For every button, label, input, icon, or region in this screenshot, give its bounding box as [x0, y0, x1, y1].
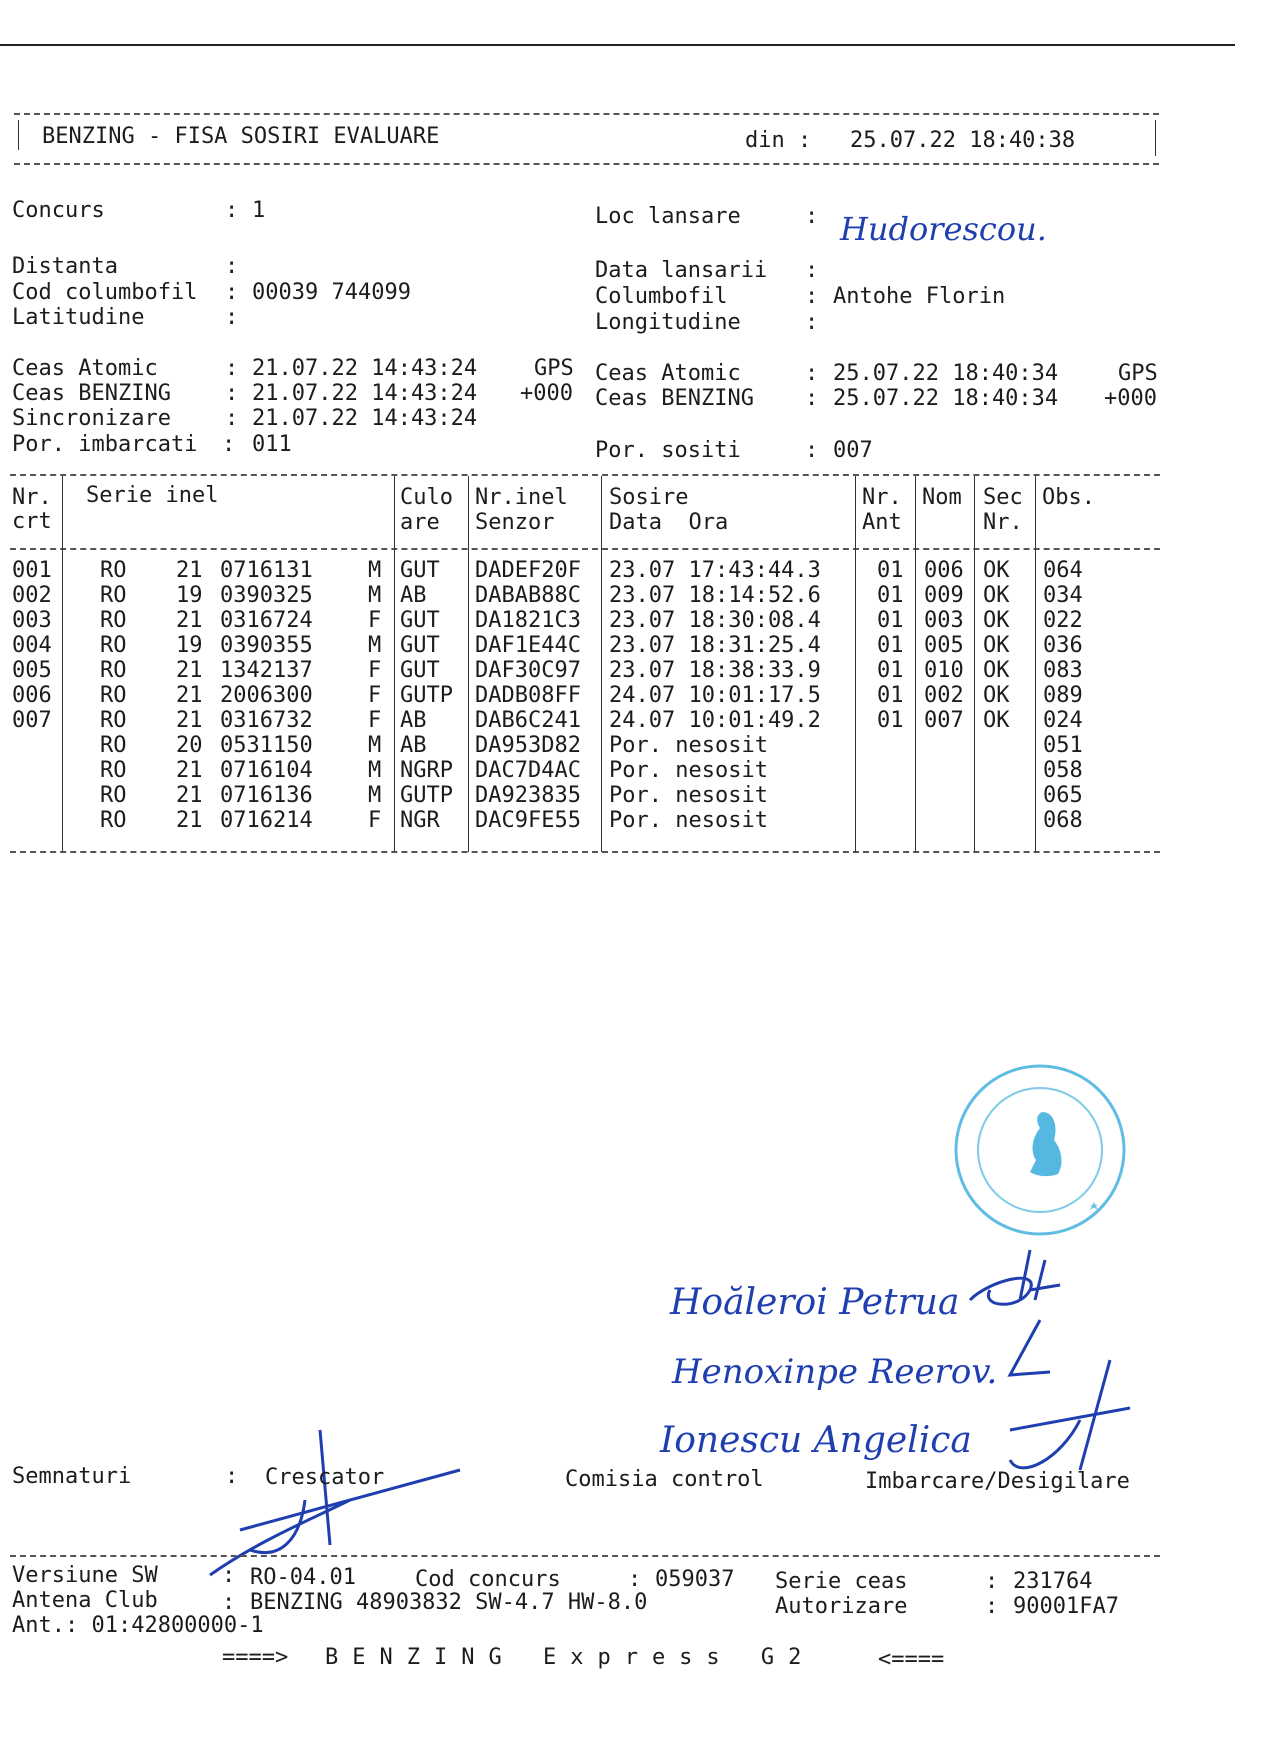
footer-top-border [10, 1555, 1160, 1557]
report-title: BENZING - FISA SOSIRI EVALUARE [42, 124, 440, 149]
table-cell-sex: M [368, 583, 382, 608]
table-cell-obs: 036 [1043, 633, 1083, 658]
imbarcati-value: 011 [252, 432, 292, 457]
imbarcare-label: Imbarcare/Desigilare [865, 1469, 1130, 1494]
ceas-benzing-end-suffix: +000 [1104, 386, 1157, 411]
table-cell-sec: OK [983, 558, 1010, 583]
table-cell-year: 21 [176, 783, 203, 808]
antena-value: BENZING 48903832 SW-4.7 HW-8.0 [250, 1590, 648, 1615]
concurs-value: 1 [252, 198, 266, 223]
table-cell-nom: 009 [924, 583, 964, 608]
sositi-label: Por. sositi [595, 438, 741, 463]
ceas-benzing-start-value: 21.07.22 14:43:24 [252, 381, 478, 406]
versiune-value: RO-04.01 [250, 1565, 356, 1590]
distanta-colon: : [225, 254, 239, 279]
table-cell-color: AB [400, 733, 427, 758]
table-cell-year: 21 [176, 683, 203, 708]
table-cell-sex: M [368, 558, 382, 583]
longitudine-label: Longitudine [595, 310, 741, 335]
concurs-colon: : [225, 198, 239, 223]
cod-columbofil-label: Cod columbofil [12, 280, 198, 305]
versiune-colon: : [222, 1563, 236, 1588]
table-cell-sensor: DAC7D4AC [475, 758, 581, 783]
table-cell-arrival: Por. nesosit [609, 808, 768, 833]
table-cell-obs: 089 [1043, 683, 1083, 708]
cod-concurs-colon: : [628, 1567, 642, 1592]
table-cell-sec: OK [983, 683, 1010, 708]
imbarcati-label: Por. imbarcati [12, 432, 198, 457]
table-cell-color: GUT [400, 558, 440, 583]
table-cell-nom: 006 [924, 558, 964, 583]
signature-2: Henoxinpe Reerov. [672, 1352, 998, 1392]
signature-1: Hoăleroi Petrua [670, 1282, 960, 1323]
distanta-label: Distanta [12, 254, 118, 279]
ceas-benzing-end-colon: : [805, 386, 819, 411]
table-cell-sec: OK [983, 608, 1010, 633]
columbofil-value: Antohe Florin [833, 284, 1006, 309]
table-cell-sensor: DA1821C3 [475, 608, 581, 633]
loc-lansare-label: Loc lansare [595, 204, 741, 229]
sositi-value: 007 [833, 438, 873, 463]
antena-colon: : [222, 1590, 236, 1615]
table-cell-ring: 1342137 [220, 658, 313, 683]
table-cell-sex: F [368, 608, 382, 633]
table-cell-country: RO [100, 683, 127, 708]
table-cell-obs: 024 [1043, 708, 1083, 733]
ceas-atomic-end-suffix: GPS [1118, 361, 1158, 386]
table-cell-sensor: DAF30C97 [475, 658, 581, 683]
signature-3: Ionescu Angelica [660, 1420, 972, 1461]
table-cell-sensor: DADEF20F [475, 558, 581, 583]
ceas-benzing-start-label: Ceas BENZING [12, 381, 171, 406]
sincronizare-colon: : [225, 406, 239, 431]
table-cell-ring: 0716104 [220, 758, 313, 783]
table-cell-ring: 0316724 [220, 608, 313, 633]
ceas-atomic-start-colon: : [225, 356, 239, 381]
th-sosire-1: Sosire [609, 485, 689, 510]
table-cell-antenna: 01 [877, 683, 904, 708]
table-cell-antenna: 01 [877, 583, 904, 608]
cod-columbofil-value: 00039 744099 [252, 280, 411, 305]
th-sec-2: Nr. [983, 510, 1023, 535]
cod-columbofil-colon: : [225, 280, 239, 305]
table-cell-color: NGR [400, 808, 440, 833]
ceas-atomic-end-value: 25.07.22 18:40:34 [833, 361, 1059, 386]
latitudine-label: Latitudine [12, 305, 145, 330]
table-cell-year: 21 [176, 708, 203, 733]
sincronizare-label: Sincronizare [12, 406, 171, 431]
table-cell-sex: F [368, 708, 382, 733]
table-cell-obs: 064 [1043, 558, 1083, 583]
table-cell-year: 21 [176, 758, 203, 783]
columbofil-colon: : [805, 284, 819, 309]
table-cell-year: 21 [176, 658, 203, 683]
table-cell-nom: 002 [924, 683, 964, 708]
th-ant-1: Nr. [862, 485, 902, 510]
table-cell-arrival: Por. nesosit [609, 783, 768, 808]
table-cell-nom: 005 [924, 633, 964, 658]
crescator-label: Crescator [265, 1465, 385, 1490]
serie-ceas-colon: : [985, 1569, 999, 1594]
report-date-label: din : [745, 128, 812, 153]
table-cell-obs: 058 [1043, 758, 1083, 783]
table-cell-sensor: DAB6C241 [475, 708, 581, 733]
table-cell-country: RO [100, 783, 127, 808]
table-cell-nr: 005 [12, 658, 52, 683]
table-cell-ring: 0716136 [220, 783, 313, 808]
comisia-label: Comisia control [565, 1467, 764, 1492]
th-senzor-2: Senzor [475, 510, 555, 535]
semnaturi-label: Semnaturi [12, 1464, 132, 1489]
autorizare-value: 90001FA7 [1013, 1594, 1119, 1619]
ceas-benzing-start-colon: : [225, 381, 239, 406]
table-cell-color: AB [400, 708, 427, 733]
table-cell-antenna: 01 [877, 558, 904, 583]
th-ant-2: Ant [862, 510, 902, 535]
table-cell-sec: OK [983, 708, 1010, 733]
table-cell-sex: F [368, 658, 382, 683]
ceas-benzing-end-label: Ceas BENZING [595, 386, 754, 411]
table-cell-sex: F [368, 683, 382, 708]
ceas-atomic-start-label: Ceas Atomic [12, 356, 158, 381]
banner-right-arrow: <==== [878, 1647, 945, 1672]
table-cell-color: GUTP [400, 683, 453, 708]
table-cell-year: 21 [176, 608, 203, 633]
table-cell-ring: 0316732 [220, 708, 313, 733]
ceas-atomic-start-suffix: GPS [534, 356, 574, 381]
ceas-atomic-end-colon: : [805, 361, 819, 386]
serie-ceas-label: Serie ceas [775, 1569, 908, 1594]
th-sec-1: Sec [983, 485, 1023, 510]
ant-line: Ant.: 01:42800000-1 [12, 1613, 264, 1638]
table-cell-country: RO [100, 633, 127, 658]
table-cell-arrival: 24.07 10:01:17.5 [609, 683, 821, 708]
imbarcati-colon: : [222, 432, 236, 457]
table-cell-color: GUT [400, 608, 440, 633]
table-cell-ring: 2006300 [220, 683, 313, 708]
th-nr-2: crt [12, 509, 52, 534]
table-cell-year: 20 [176, 733, 203, 758]
table-cell-nom: 010 [924, 658, 964, 683]
table-cell-ring: 0531150 [220, 733, 313, 758]
serie-ceas-value: 231764 [1013, 1569, 1093, 1594]
autorizare-colon: : [985, 1594, 999, 1619]
table-cell-color: NGRP [400, 758, 453, 783]
table-cell-country: RO [100, 583, 127, 608]
table-cell-country: RO [100, 558, 127, 583]
th-nom: Nom [922, 485, 962, 510]
table-cell-year: 21 [176, 808, 203, 833]
latitudine-colon: : [225, 305, 239, 330]
columbofil-label: Columbofil [595, 284, 728, 309]
sositi-colon: : [805, 438, 819, 463]
autorizare-label: Autorizare [775, 1594, 908, 1619]
table-cell-year: 19 [176, 633, 203, 658]
ceas-atomic-start-value: 21.07.22 14:43:24 [252, 356, 478, 381]
antena-label: Antena Club [12, 1588, 158, 1613]
table-cell-obs: 034 [1043, 583, 1083, 608]
table-cell-antenna: 01 [877, 633, 904, 658]
table-cell-nom: 003 [924, 608, 964, 633]
table-cell-sex: M [368, 633, 382, 658]
table-cell-nr: 007 [12, 708, 52, 733]
ceas-benzing-start-suffix: +000 [520, 381, 573, 406]
table-cell-arrival: 23.07 18:38:33.9 [609, 658, 821, 683]
th-culoare-1: Culo [400, 485, 453, 510]
table-cell-ring: 0716214 [220, 808, 313, 833]
banner-text: BENZING Express G2 [325, 1645, 816, 1670]
table-cell-antenna: 01 [877, 658, 904, 683]
versiune-label: Versiune SW [12, 1563, 158, 1588]
table-cell-country: RO [100, 733, 127, 758]
table-cell-antenna: 01 [877, 608, 904, 633]
table-cell-arrival: 23.07 17:43:44.3 [609, 558, 821, 583]
th-nr-1: Nr. [12, 485, 52, 510]
table-cell-country: RO [100, 808, 127, 833]
ceas-benzing-end-value: 25.07.22 18:40:34 [833, 386, 1059, 411]
th-senzor-1: Nr.inel [475, 485, 568, 510]
table-cell-arrival: 23.07 18:30:08.4 [609, 608, 821, 633]
table-cell-year: 21 [176, 558, 203, 583]
table-cell-nr: 004 [12, 633, 52, 658]
table-cell-color: AB [400, 583, 427, 608]
semnaturi-colon: : [225, 1464, 239, 1489]
table-cell-sensor: DA923835 [475, 783, 581, 808]
table-cell-arrival: Por. nesosit [609, 733, 768, 758]
table-cell-sec: OK [983, 633, 1010, 658]
table-cell-country: RO [100, 608, 127, 633]
table-cell-nr: 006 [12, 683, 52, 708]
table-cell-sensor: DAF1E44C [475, 633, 581, 658]
table-cell-sex: M [368, 758, 382, 783]
table-cell-color: GUT [400, 633, 440, 658]
table-cell-sex: M [368, 783, 382, 808]
report-date-value: 25.07.22 18:40:38 [850, 128, 1076, 153]
loc-lansare-colon: : [805, 204, 819, 229]
banner-left-arrow: ====> [222, 1645, 289, 1670]
table-cell-antenna: 01 [877, 708, 904, 733]
table-cell-arrival: 24.07 10:01:49.2 [609, 708, 821, 733]
table-cell-country: RO [100, 758, 127, 783]
table-cell-sec: OK [983, 583, 1010, 608]
data-lansarii-colon: : [805, 258, 819, 283]
table-cell-obs: 068 [1043, 808, 1083, 833]
cod-concurs-value: 059037 [655, 1567, 735, 1592]
table-cell-color: GUT [400, 658, 440, 683]
table-cell-obs: 083 [1043, 658, 1083, 683]
table-cell-ring: 0716131 [220, 558, 313, 583]
table-cell-sex: F [368, 808, 382, 833]
table-cell-sensor: DABAB88C [475, 583, 581, 608]
table-cell-ring: 0390355 [220, 633, 313, 658]
table-cell-year: 19 [176, 583, 203, 608]
table-cell-sensor: DADB08FF [475, 683, 581, 708]
table-cell-sex: M [368, 733, 382, 758]
table-cell-ring: 0390325 [220, 583, 313, 608]
sincronizare-value: 21.07.22 14:43:24 [252, 406, 478, 431]
th-serie: Serie inel [86, 483, 219, 508]
table-cell-color: GUTP [400, 783, 453, 808]
table-cell-nr: 001 [12, 558, 52, 583]
cod-concurs-label: Cod concurs [415, 1567, 561, 1592]
table-cell-obs: 022 [1043, 608, 1083, 633]
table-cell-nom: 007 [924, 708, 964, 733]
data-lansarii-label: Data lansarii [595, 258, 768, 283]
th-obs: Obs. [1042, 485, 1095, 510]
table-cell-arrival: Por. nesosit [609, 758, 768, 783]
loc-lansare-value: Hudorescou. [840, 210, 1047, 248]
table-cell-obs: 051 [1043, 733, 1083, 758]
longitudine-colon: : [805, 310, 819, 335]
table-cell-nr: 003 [12, 608, 52, 633]
ceas-atomic-end-label: Ceas Atomic [595, 361, 741, 386]
th-culoare-2: are [400, 510, 440, 535]
concurs-label: Concurs [12, 198, 105, 223]
table-cell-sensor: DAC9FE55 [475, 808, 581, 833]
table-cell-nr: 002 [12, 583, 52, 608]
table-cell-arrival: 23.07 18:14:52.6 [609, 583, 821, 608]
table-cell-obs: 065 [1043, 783, 1083, 808]
table-cell-country: RO [100, 708, 127, 733]
th-sosire-2: Data Ora [609, 510, 729, 535]
table-cell-sec: OK [983, 658, 1010, 683]
table-cell-sensor: DA953D82 [475, 733, 581, 758]
table-cell-arrival: 23.07 18:31:25.4 [609, 633, 821, 658]
table-cell-country: RO [100, 658, 127, 683]
